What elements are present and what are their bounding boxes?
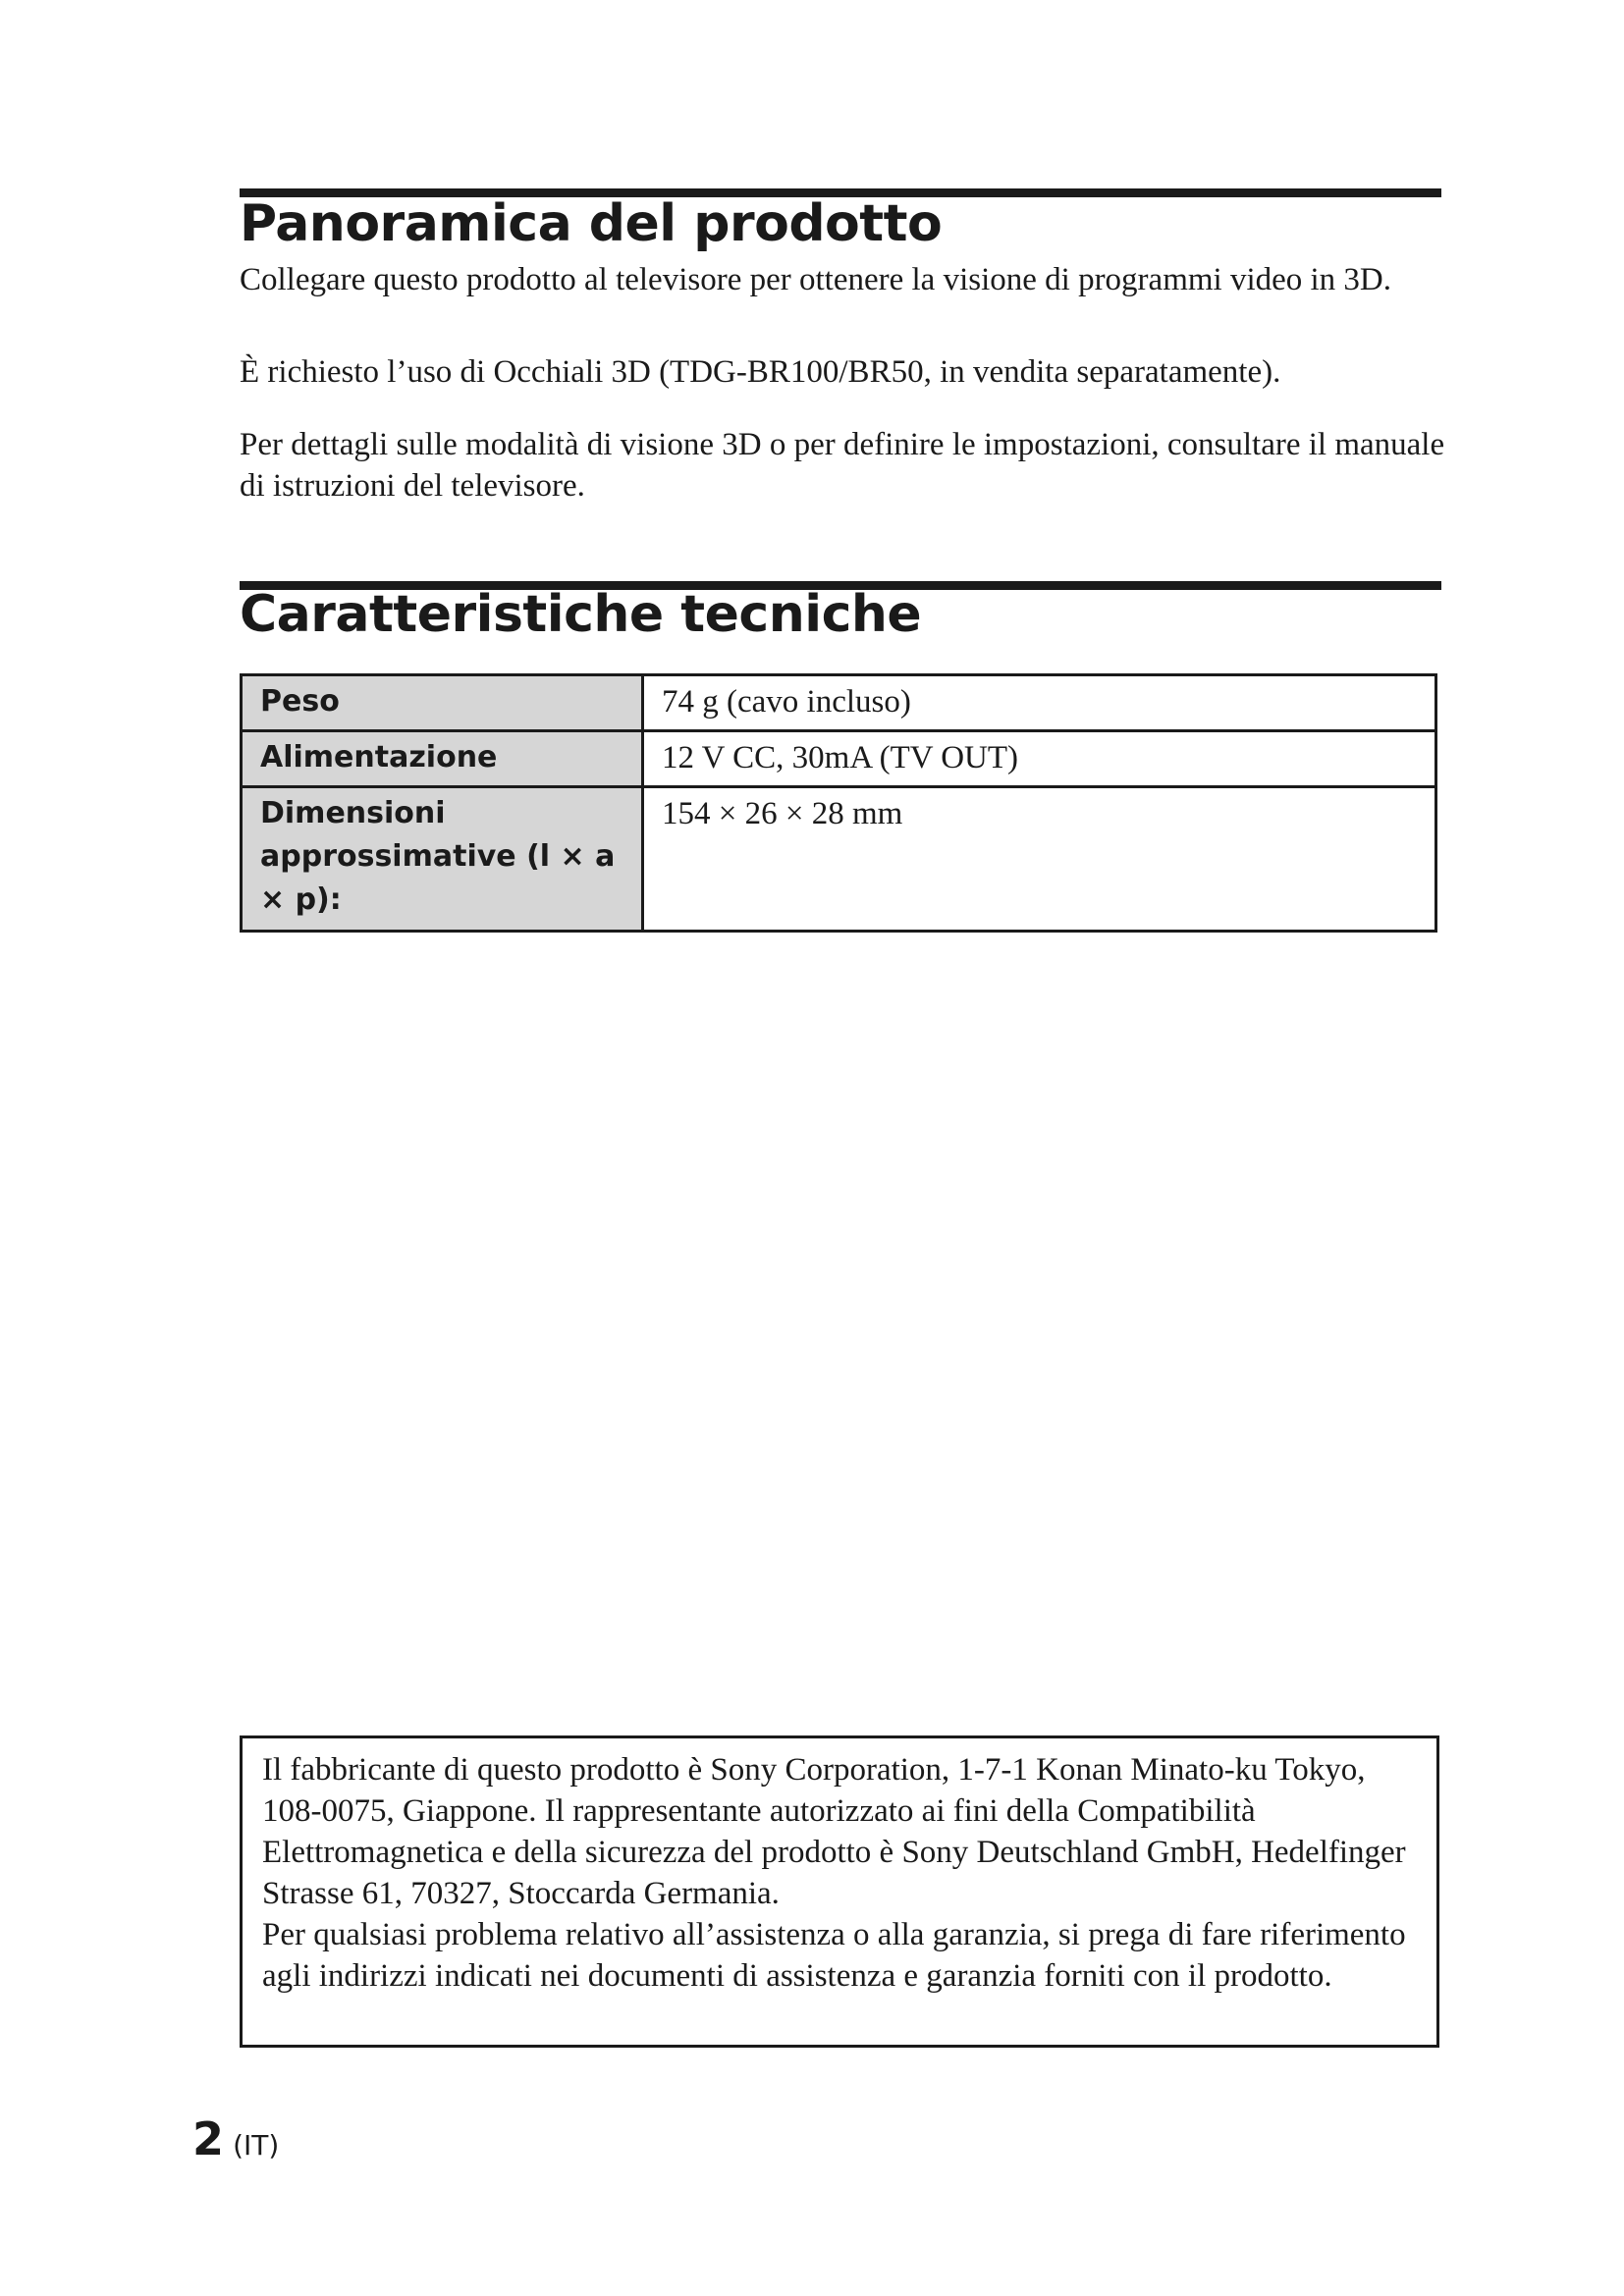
page-number: 2 <box>192 2112 225 2165</box>
page-footer <box>192 2112 279 2165</box>
overview-paragraph-3: Per dettagli sulle modalità di visione 3D o per definire le impostazioni, consultare il manuale di istruzioni del televisore. <box>240 427 1445 504</box>
spec-label-dimensions: Dimensioni approssimative (l × a × p): <box>242 787 643 932</box>
manufacturer-notice-text: Il fabbricante di questo prodotto è Sony Corporation, 1-7-1 Konan Minato-ku Tokyo, 108-0075, Giappone. Il rappresentante autorizzato ai fini della Compatibilità Elettromagnetica e della sicurezza del prodotto è Sony Deutschland GmbH, Hedelfinger Strasse 61, 70327, Stoccarda Germania. <box>262 1752 1406 1911</box>
section-title-overview: Panoramica del prodotto <box>240 194 943 253</box>
manufacturer-notice-box <box>240 1735 1439 2048</box>
overview-paragraph-1: Collegare questo prodotto al televisore per ottenere la visione di programmi video in 3D. <box>240 262 1392 297</box>
overview-paragraph-2: È richiesto l’uso di Occhiali 3D (TDG-BR100/BR50, in vendita separatamente). <box>240 354 1281 390</box>
language-code: (IT) <box>233 2129 280 2162</box>
spec-value-power: 12 V CC, 30mA (TV OUT) <box>643 731 1436 787</box>
table-row <box>242 675 1436 731</box>
warranty-notice-text: Per qualsiasi problema relativo all’assistenza o alla garanzia, si prega di fare riferimento agli indirizzi indicati nei documenti di assistenza e garanzia forniti con il prodotto. <box>262 1917 1406 1994</box>
section-title-specs: Caratteristiche tecniche <box>240 585 922 644</box>
spec-value-dimensions: 154 × 26 × 28 mm <box>643 787 1436 932</box>
table-row <box>242 787 1436 932</box>
spec-label-weight: Peso <box>242 675 643 731</box>
spec-value-weight: 74 g (cavo incluso) <box>643 675 1436 731</box>
spec-label-power: Alimentazione <box>242 731 643 787</box>
specifications-table <box>240 673 1437 933</box>
table-row <box>242 731 1436 787</box>
